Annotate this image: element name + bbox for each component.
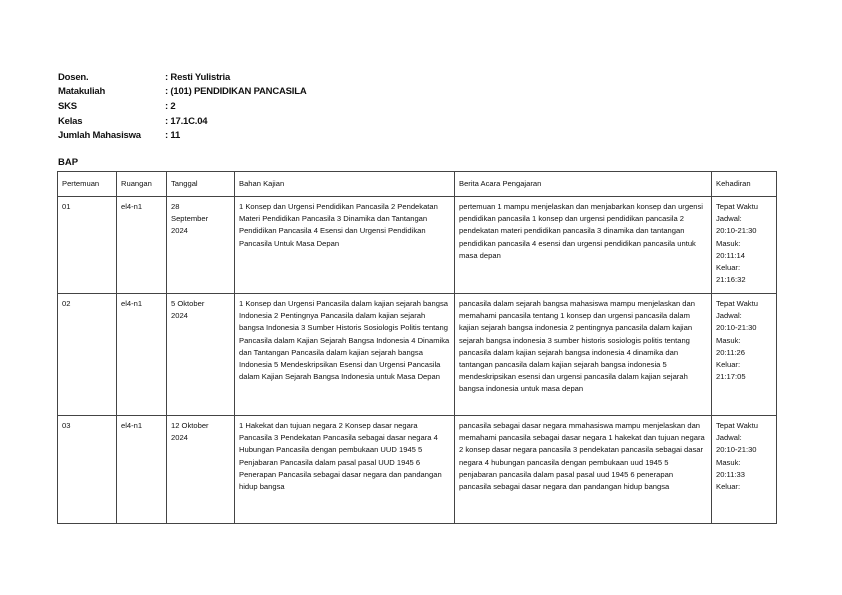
- info-value: : 2: [165, 100, 176, 112]
- cell-kehadiran: Tepat Waktu Jadwal: 20:10-21:30 Masuk: 20:11:26 Keluar: 21:17:05: [712, 294, 777, 416]
- header-kehadiran: Kehadiran: [712, 172, 777, 197]
- section-title: BAP: [58, 157, 79, 168]
- cell-ruangan: el4-n1: [117, 197, 167, 294]
- table-row: [58, 294, 777, 416]
- cell-pertemuan: 02: [58, 294, 117, 416]
- cell-tanggal: 28 September 2024: [167, 197, 235, 294]
- info-row-matakuliah: [58, 85, 307, 100]
- header-pertemuan: Pertemuan: [58, 172, 117, 197]
- info-row-dosen: [58, 70, 307, 85]
- info-row-sks: [58, 99, 307, 114]
- cell-berita-acara: pancasila dalam sejarah bangsa mahasiswa mampu menjelaskan dan memahami pancasila tentang 1 konsep dan urgensi pancasila dalam kajian sejarah bangsa indonesia 2 pentingnya pancasila dalam kajian sejarah bangsa indonesia 3 sumber historis sosiologis politis tentang pancasila dalam kajian sejarah bangsa indonesia 4 dinamika dan tantangan pancasila dalam kajian sejarah bangsa indonesia 5 mendeskripsikan esensi dan urgensi pancasila dalam kajian sejarah bangsa indonesia untuk masa depan: [455, 294, 712, 416]
- table-row: [58, 416, 777, 524]
- cell-kehadiran: Tepat Waktu Jadwal: 20:10-21:30 Masuk: 20:11:14 Keluar: 21:16:32: [712, 197, 777, 294]
- cell-berita-acara: pertemuan 1 mampu menjelaskan dan menjabarkan konsep dan urgensi pendidikan pancasila 1 konsep dan urgensi pendidikan pancasila 2 pendekatan materi pendidikan pancasila 3 dinamika dan tantangan pendidikan pancasila 4 esensi dan urgensi pendidikan pancasila untuk masa depan: [455, 197, 712, 294]
- table-header-row: [58, 172, 777, 197]
- cell-ruangan: el4-n1: [117, 294, 167, 416]
- info-label: Jumlah Mahasiswa: [58, 130, 141, 142]
- cell-ruangan: el4-n1: [117, 416, 167, 524]
- header-tanggal: Tanggal: [167, 172, 235, 197]
- table-row: [58, 197, 777, 294]
- info-value: : 11: [165, 130, 181, 142]
- cell-pertemuan: 03: [58, 416, 117, 524]
- cell-kehadiran: Tepat Waktu Jadwal: 20:10-21:30 Masuk: 20:11:33 Keluar:: [712, 416, 777, 524]
- info-row-jumlah-mahasiswa: [58, 128, 307, 143]
- header-ruangan: Ruangan: [117, 172, 167, 197]
- header-bahan-kajian: Bahan Kajian: [235, 172, 455, 197]
- info-value: : Resti Yulistria: [165, 71, 231, 83]
- course-info: [58, 70, 307, 143]
- cell-tanggal: 12 Oktober 2024: [167, 416, 235, 524]
- cell-bahan-kajian: 1 Konsep dan Urgensi Pancasila dalam kajian sejarah bangsa Indonesia 2 Pentingnya Pancasila dalam kajian sejarah bangsa Indonesia 3 Sumber Historis Sosiologis Politis tentang Pancasila dalam Kajian Sejarah Bangsa Indonesia 4 Dinamika dan Tantangan Pancasila dalam kajian sejarah bangsa Indonesia 5 Mendeskripsikan Esensi dan Urgensi Pancasila dalam Kajian Sejarah Bangsa Indonesia untuk Masa Depan: [235, 294, 455, 416]
- cell-berita-acara: pancasila sebagai dasar negara mmahasiswa mampu menjelaskan dan memahami pancasila sebagai dasar negara 1 hakekat dan tujuan negara 2 konsep dasar negara pancasila 3 pendekatan pancasila sebagai dasar negara 4 hubungan pancasila dengan pembukaan uud 1945 5 penjabaran pancasila dalam pasal pasal uud 1945 6 penerapan pancasila sebagai dasar negara dan pandangan hidup bangsa: [455, 416, 712, 524]
- info-label: Matakuliah: [58, 86, 106, 98]
- info-label: Dosen.: [58, 71, 89, 83]
- info-value: : (101) PENDIDIKAN PANCASILA: [165, 86, 307, 98]
- cell-bahan-kajian: 1 Hakekat dan tujuan negara 2 Konsep dasar negara Pancasila 3 Pendekatan Pancasila sebagai dasar negara 4 Hubungan Pancasila dengan pembukaan UUD 1945 5 Penjabaran Pancasila dalam pasal pasal UUD 1945 6 Penerapan Pancasila sebagai dasar negara dan pandangan hidup bangsa: [235, 416, 455, 524]
- info-value: : 17.1C.04: [165, 115, 208, 127]
- cell-tanggal: 5 Oktober 2024: [167, 294, 235, 416]
- cell-pertemuan: 01: [58, 197, 117, 294]
- header-berita-acara: Berita Acara Pengajaran: [455, 172, 712, 197]
- info-row-kelas: [58, 114, 307, 129]
- info-label: SKS: [58, 100, 77, 112]
- bap-table: [57, 171, 777, 524]
- info-label: Kelas: [58, 115, 83, 127]
- cell-bahan-kajian: 1 Konsep dan Urgensi Pendidikan Pancasila 2 Pendekatan Materi Pendidikan Pancasila 3 Dinamika dan Tantangan Pendidikan Pancasila 4 Esensi dan Urgensi Pendidikan Pancasila Untuk Masa Depan: [235, 197, 455, 294]
